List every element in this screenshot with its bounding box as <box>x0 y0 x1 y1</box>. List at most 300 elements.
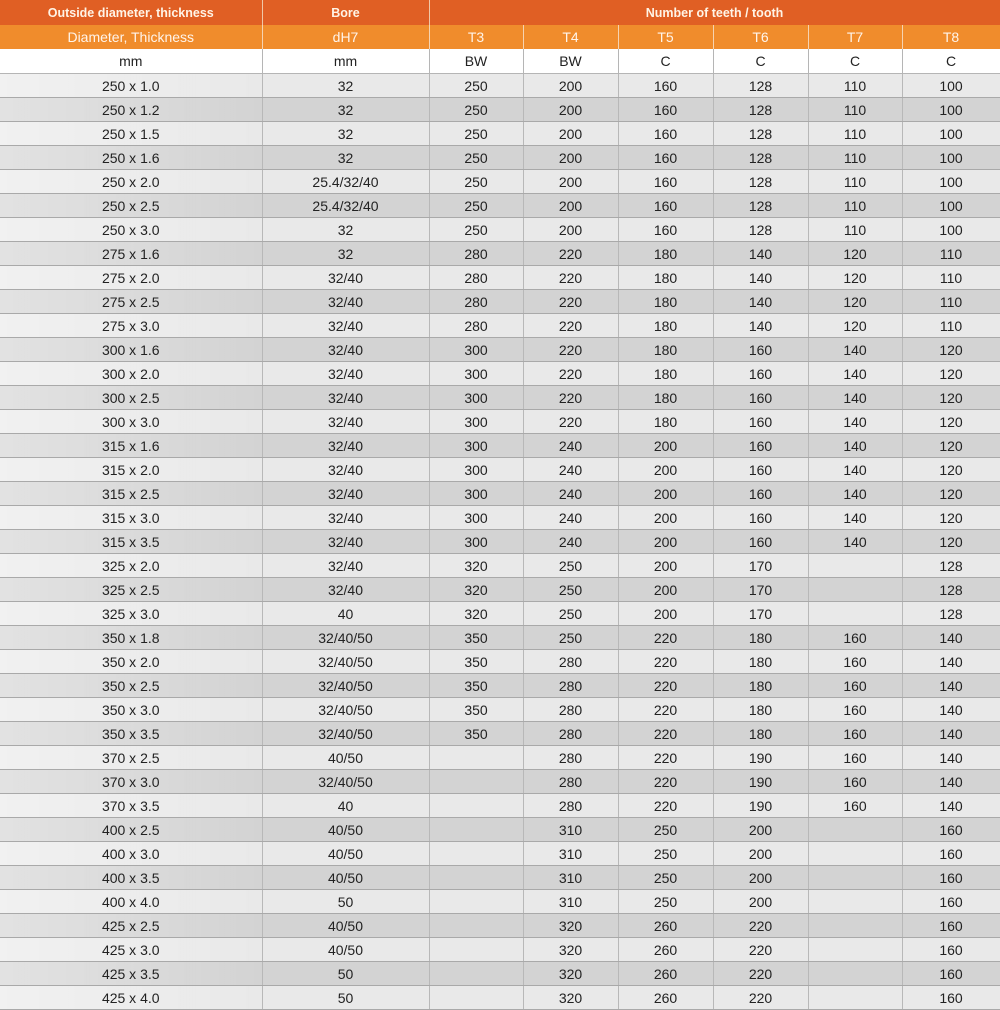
cell-t4: 200 <box>523 146 618 170</box>
cell-t8: 120 <box>902 530 1000 554</box>
cell-t6: 180 <box>713 674 808 698</box>
cell-t7: 140 <box>808 458 902 482</box>
cell-t5: 200 <box>618 530 713 554</box>
cell-t3: 250 <box>429 74 523 98</box>
cell-t6: 200 <box>713 842 808 866</box>
cell-t6: 128 <box>713 218 808 242</box>
table-row <box>0 890 1000 914</box>
cell-t6: 160 <box>713 386 808 410</box>
cell-diameter-thickness: 325 x 3.0 <box>0 602 262 626</box>
cell-t7 <box>808 554 902 578</box>
cell-diameter-thickness: 325 x 2.0 <box>0 554 262 578</box>
cell-t6: 180 <box>713 626 808 650</box>
cell-t6: 140 <box>713 314 808 338</box>
cell-t4: 320 <box>523 914 618 938</box>
cell-diameter-thickness: 400 x 2.5 <box>0 818 262 842</box>
table-row <box>0 962 1000 986</box>
cell-bore: 32 <box>262 242 429 266</box>
cell-bore: 25.4/32/40 <box>262 194 429 218</box>
cell-t5: 160 <box>618 74 713 98</box>
cell-t3: 250 <box>429 122 523 146</box>
cell-t5: 180 <box>618 242 713 266</box>
cell-bore: 40/50 <box>262 842 429 866</box>
cell-t8: 110 <box>902 314 1000 338</box>
cell-t4: 250 <box>523 626 618 650</box>
cell-bore: 40/50 <box>262 818 429 842</box>
cell-diameter-thickness: 350 x 3.0 <box>0 698 262 722</box>
cell-t3 <box>429 866 523 890</box>
cell-t3: 300 <box>429 434 523 458</box>
cell-t8: 100 <box>902 74 1000 98</box>
cell-t6: 160 <box>713 458 808 482</box>
cell-t8: 160 <box>902 938 1000 962</box>
cell-diameter-thickness: 250 x 1.5 <box>0 122 262 146</box>
cell-t3 <box>429 890 523 914</box>
cell-t3: 350 <box>429 650 523 674</box>
cell-t3: 280 <box>429 290 523 314</box>
cell-t4: 200 <box>523 122 618 146</box>
cell-t7: 110 <box>808 146 902 170</box>
cell-bore: 40 <box>262 602 429 626</box>
cell-t6: 128 <box>713 74 808 98</box>
cell-t4: 310 <box>523 890 618 914</box>
cell-t8: 120 <box>902 458 1000 482</box>
cell-t8: 120 <box>902 506 1000 530</box>
cell-bore: 32/40/50 <box>262 626 429 650</box>
cell-t4: 310 <box>523 842 618 866</box>
cell-t4: 320 <box>523 938 618 962</box>
cell-t6: 200 <box>713 818 808 842</box>
cell-t3 <box>429 914 523 938</box>
cell-t4: 280 <box>523 770 618 794</box>
cell-t4: 280 <box>523 746 618 770</box>
cell-t7: 140 <box>808 506 902 530</box>
cell-t5: 200 <box>618 434 713 458</box>
cell-t7: 140 <box>808 362 902 386</box>
cell-t7 <box>808 578 902 602</box>
cell-t7: 160 <box>808 746 902 770</box>
cell-diameter-thickness: 350 x 1.8 <box>0 626 262 650</box>
cell-bore: 32/40 <box>262 410 429 434</box>
table-row <box>0 530 1000 554</box>
cell-t7 <box>808 842 902 866</box>
table-row <box>0 506 1000 530</box>
header-col-t8: T8 <box>902 25 1000 49</box>
cell-t6: 170 <box>713 602 808 626</box>
cell-t5: 160 <box>618 194 713 218</box>
cell-t7: 160 <box>808 626 902 650</box>
cell-bore: 32 <box>262 146 429 170</box>
cell-t6: 180 <box>713 722 808 746</box>
cell-t3: 250 <box>429 194 523 218</box>
cell-t3: 320 <box>429 578 523 602</box>
table-row <box>0 722 1000 746</box>
cell-diameter-thickness: 425 x 4.0 <box>0 986 262 1010</box>
cell-t8: 140 <box>902 698 1000 722</box>
cell-t5: 200 <box>618 482 713 506</box>
cell-t7 <box>808 914 902 938</box>
cell-t7: 110 <box>808 122 902 146</box>
cell-t7: 140 <box>808 386 902 410</box>
cell-t3: 280 <box>429 242 523 266</box>
table-row <box>0 842 1000 866</box>
cell-t7: 120 <box>808 266 902 290</box>
cell-t7: 160 <box>808 698 902 722</box>
cell-t8: 140 <box>902 626 1000 650</box>
cell-bore: 40/50 <box>262 746 429 770</box>
cell-t4: 320 <box>523 962 618 986</box>
cell-t8: 160 <box>902 818 1000 842</box>
cell-diameter-thickness: 300 x 2.0 <box>0 362 262 386</box>
cell-t8: 160 <box>902 986 1000 1010</box>
cell-t6: 160 <box>713 338 808 362</box>
cell-bore: 50 <box>262 962 429 986</box>
cell-t3: 320 <box>429 554 523 578</box>
table-row <box>0 362 1000 386</box>
cell-t8: 120 <box>902 338 1000 362</box>
cell-diameter-thickness: 275 x 2.0 <box>0 266 262 290</box>
cell-bore: 32/40 <box>262 530 429 554</box>
cell-t4: 280 <box>523 650 618 674</box>
header-col-t6: T6 <box>713 25 808 49</box>
header-outside-diameter-thickness: Outside diameter, thickness <box>0 0 262 25</box>
cell-bore: 32/40 <box>262 386 429 410</box>
cell-t5: 160 <box>618 98 713 122</box>
cell-t4: 240 <box>523 434 618 458</box>
header-col-diameter-thickness: Diameter, Thickness <box>0 25 262 49</box>
cell-t3: 300 <box>429 458 523 482</box>
table-row <box>0 770 1000 794</box>
cell-t4: 280 <box>523 674 618 698</box>
table-header <box>0 0 1000 74</box>
cell-t8: 100 <box>902 146 1000 170</box>
cell-t7: 110 <box>808 218 902 242</box>
cell-bore: 50 <box>262 986 429 1010</box>
cell-t6: 220 <box>713 962 808 986</box>
cell-diameter-thickness: 275 x 1.6 <box>0 242 262 266</box>
cell-diameter-thickness: 400 x 4.0 <box>0 890 262 914</box>
cell-diameter-thickness: 315 x 2.0 <box>0 458 262 482</box>
cell-t4: 220 <box>523 362 618 386</box>
cell-diameter-thickness: 400 x 3.0 <box>0 842 262 866</box>
cell-t6: 190 <box>713 770 808 794</box>
cell-bore: 40/50 <box>262 866 429 890</box>
cell-t6: 160 <box>713 410 808 434</box>
cell-diameter-thickness: 350 x 2.0 <box>0 650 262 674</box>
unit-t7: C <box>808 49 902 74</box>
unit-t8: C <box>902 49 1000 74</box>
cell-bore: 32/40/50 <box>262 770 429 794</box>
cell-t4: 200 <box>523 98 618 122</box>
unit-bore: mm <box>262 49 429 74</box>
cell-bore: 32/40 <box>262 434 429 458</box>
cell-t8: 140 <box>902 746 1000 770</box>
cell-t4: 310 <box>523 818 618 842</box>
cell-diameter-thickness: 300 x 1.6 <box>0 338 262 362</box>
cell-bore: 32/40 <box>262 338 429 362</box>
cell-t8: 140 <box>902 722 1000 746</box>
table-row <box>0 266 1000 290</box>
cell-t4: 220 <box>523 386 618 410</box>
cell-t6: 128 <box>713 194 808 218</box>
cell-t4: 250 <box>523 602 618 626</box>
cell-bore: 32/40/50 <box>262 698 429 722</box>
cell-bore: 32/40 <box>262 554 429 578</box>
table-row <box>0 242 1000 266</box>
cell-t5: 260 <box>618 914 713 938</box>
cell-t7: 120 <box>808 314 902 338</box>
table-row <box>0 122 1000 146</box>
cell-diameter-thickness: 250 x 1.0 <box>0 74 262 98</box>
cell-t6: 190 <box>713 794 808 818</box>
cell-t6: 220 <box>713 914 808 938</box>
table-row <box>0 170 1000 194</box>
cell-t7 <box>808 938 902 962</box>
cell-diameter-thickness: 315 x 3.5 <box>0 530 262 554</box>
header-col-t3: T3 <box>429 25 523 49</box>
cell-t3: 300 <box>429 410 523 434</box>
cell-t5: 260 <box>618 986 713 1010</box>
cell-t6: 160 <box>713 362 808 386</box>
cell-t8: 128 <box>902 602 1000 626</box>
cell-t6: 190 <box>713 746 808 770</box>
cell-t8: 160 <box>902 962 1000 986</box>
cell-bore: 25.4/32/40 <box>262 170 429 194</box>
unit-t5: C <box>618 49 713 74</box>
table-row <box>0 818 1000 842</box>
cell-t3: 350 <box>429 674 523 698</box>
cell-t5: 220 <box>618 770 713 794</box>
cell-t5: 200 <box>618 602 713 626</box>
cell-bore: 32 <box>262 218 429 242</box>
cell-bore: 32/40 <box>262 482 429 506</box>
cell-t7 <box>808 890 902 914</box>
cell-t7 <box>808 818 902 842</box>
cell-bore: 32/40/50 <box>262 722 429 746</box>
cell-diameter-thickness: 250 x 1.6 <box>0 146 262 170</box>
cell-t8: 120 <box>902 434 1000 458</box>
cell-t8: 160 <box>902 914 1000 938</box>
cell-t5: 160 <box>618 218 713 242</box>
cell-t7: 140 <box>808 410 902 434</box>
header-col-dh7: dH7 <box>262 25 429 49</box>
cell-t8: 100 <box>902 170 1000 194</box>
cell-t5: 180 <box>618 410 713 434</box>
cell-diameter-thickness: 275 x 3.0 <box>0 314 262 338</box>
cell-t5: 220 <box>618 650 713 674</box>
cell-t4: 220 <box>523 290 618 314</box>
cell-diameter-thickness: 370 x 2.5 <box>0 746 262 770</box>
table-row <box>0 650 1000 674</box>
cell-t8: 100 <box>902 122 1000 146</box>
cell-t7: 140 <box>808 482 902 506</box>
table-row <box>0 434 1000 458</box>
cell-t5: 200 <box>618 554 713 578</box>
cell-bore: 32 <box>262 122 429 146</box>
unit-diameter-thickness: mm <box>0 49 262 74</box>
cell-t5: 160 <box>618 122 713 146</box>
cell-bore: 32/40 <box>262 578 429 602</box>
cell-t3: 300 <box>429 362 523 386</box>
cell-t8: 140 <box>902 794 1000 818</box>
cell-t5: 250 <box>618 818 713 842</box>
cell-t3 <box>429 746 523 770</box>
cell-t3 <box>429 794 523 818</box>
cell-t3 <box>429 962 523 986</box>
table-row <box>0 794 1000 818</box>
cell-t4: 280 <box>523 722 618 746</box>
cell-t3: 300 <box>429 506 523 530</box>
table-row <box>0 602 1000 626</box>
cell-t5: 250 <box>618 890 713 914</box>
cell-t7: 140 <box>808 434 902 458</box>
table-row <box>0 746 1000 770</box>
cell-t4: 200 <box>523 218 618 242</box>
cell-t7: 160 <box>808 650 902 674</box>
table-row <box>0 146 1000 170</box>
header-unit-row <box>0 49 1000 74</box>
cell-diameter-thickness: 425 x 3.5 <box>0 962 262 986</box>
cell-t3: 250 <box>429 170 523 194</box>
cell-bore: 32/40 <box>262 506 429 530</box>
unit-t3: BW <box>429 49 523 74</box>
header-group-row <box>0 0 1000 25</box>
cell-t5: 220 <box>618 746 713 770</box>
cell-t4: 200 <box>523 194 618 218</box>
cell-t6: 140 <box>713 266 808 290</box>
cell-t8: 140 <box>902 770 1000 794</box>
cell-diameter-thickness: 250 x 2.0 <box>0 170 262 194</box>
cell-t6: 160 <box>713 530 808 554</box>
table-row <box>0 194 1000 218</box>
cell-t5: 250 <box>618 866 713 890</box>
cell-diameter-thickness: 275 x 2.5 <box>0 290 262 314</box>
cell-t3: 350 <box>429 722 523 746</box>
cell-t7: 140 <box>808 530 902 554</box>
cell-t8: 110 <box>902 266 1000 290</box>
table-row <box>0 74 1000 98</box>
cell-t8: 128 <box>902 554 1000 578</box>
cell-t4: 240 <box>523 506 618 530</box>
cell-t6: 140 <box>713 290 808 314</box>
cell-diameter-thickness: 315 x 3.0 <box>0 506 262 530</box>
cell-t6: 180 <box>713 698 808 722</box>
cell-t6: 180 <box>713 650 808 674</box>
header-col-t7: T7 <box>808 25 902 49</box>
cell-t8: 140 <box>902 674 1000 698</box>
cell-t7: 110 <box>808 194 902 218</box>
cell-bore: 32/40/50 <box>262 674 429 698</box>
table-row <box>0 290 1000 314</box>
cell-t4: 200 <box>523 74 618 98</box>
cell-t5: 260 <box>618 938 713 962</box>
cell-t4: 250 <box>523 578 618 602</box>
cell-t8: 120 <box>902 482 1000 506</box>
cell-t8: 120 <box>902 410 1000 434</box>
cell-t5: 200 <box>618 458 713 482</box>
table-row <box>0 578 1000 602</box>
table-row <box>0 698 1000 722</box>
cell-t3: 300 <box>429 338 523 362</box>
cell-t8: 128 <box>902 578 1000 602</box>
cell-t7: 160 <box>808 770 902 794</box>
header-col-t4: T4 <box>523 25 618 49</box>
cell-t5: 180 <box>618 290 713 314</box>
cell-t5: 220 <box>618 674 713 698</box>
cell-t7 <box>808 602 902 626</box>
cell-t3: 300 <box>429 482 523 506</box>
cell-t4: 240 <box>523 530 618 554</box>
table-row <box>0 986 1000 1010</box>
cell-t4: 240 <box>523 458 618 482</box>
table-body <box>0 74 1000 1010</box>
cell-bore: 40 <box>262 794 429 818</box>
cell-t8: 120 <box>902 386 1000 410</box>
cell-t3 <box>429 938 523 962</box>
unit-t6: C <box>713 49 808 74</box>
cell-bore: 40/50 <box>262 938 429 962</box>
header-column-row <box>0 25 1000 49</box>
cell-diameter-thickness: 425 x 2.5 <box>0 914 262 938</box>
cell-t5: 160 <box>618 170 713 194</box>
cell-t6: 128 <box>713 146 808 170</box>
cell-t6: 128 <box>713 170 808 194</box>
cell-t5: 180 <box>618 362 713 386</box>
cell-t5: 180 <box>618 338 713 362</box>
cell-t6: 160 <box>713 506 808 530</box>
cell-t3 <box>429 842 523 866</box>
header-number-of-teeth: Number of teeth / tooth <box>429 0 1000 25</box>
cell-t4: 320 <box>523 986 618 1010</box>
cell-t6: 170 <box>713 554 808 578</box>
cell-diameter-thickness: 300 x 3.0 <box>0 410 262 434</box>
cell-t5: 220 <box>618 794 713 818</box>
cell-t7: 140 <box>808 338 902 362</box>
cell-t6: 220 <box>713 938 808 962</box>
cell-t8: 160 <box>902 890 1000 914</box>
cell-t7 <box>808 986 902 1010</box>
cell-t6: 140 <box>713 242 808 266</box>
cell-bore: 32/40 <box>262 362 429 386</box>
cell-t8: 160 <box>902 866 1000 890</box>
cell-bore: 32/40 <box>262 290 429 314</box>
cell-t7: 110 <box>808 98 902 122</box>
cell-t3: 250 <box>429 98 523 122</box>
cell-t7: 160 <box>808 794 902 818</box>
cell-t5: 180 <box>618 314 713 338</box>
cell-diameter-thickness: 315 x 2.5 <box>0 482 262 506</box>
cell-t5: 220 <box>618 698 713 722</box>
cell-t3: 250 <box>429 146 523 170</box>
cell-diameter-thickness: 315 x 1.6 <box>0 434 262 458</box>
cell-t7: 160 <box>808 722 902 746</box>
cell-t6: 128 <box>713 122 808 146</box>
cell-t3: 250 <box>429 218 523 242</box>
table-row <box>0 410 1000 434</box>
cell-t7 <box>808 962 902 986</box>
cell-diameter-thickness: 370 x 3.5 <box>0 794 262 818</box>
cell-t8: 110 <box>902 290 1000 314</box>
cell-t8: 160 <box>902 842 1000 866</box>
table-row <box>0 218 1000 242</box>
cell-bore: 32/40 <box>262 458 429 482</box>
cell-t3: 350 <box>429 698 523 722</box>
cell-t5: 220 <box>618 626 713 650</box>
header-col-t5: T5 <box>618 25 713 49</box>
cell-t8: 100 <box>902 98 1000 122</box>
cell-t4: 250 <box>523 554 618 578</box>
cell-t6: 220 <box>713 986 808 1010</box>
